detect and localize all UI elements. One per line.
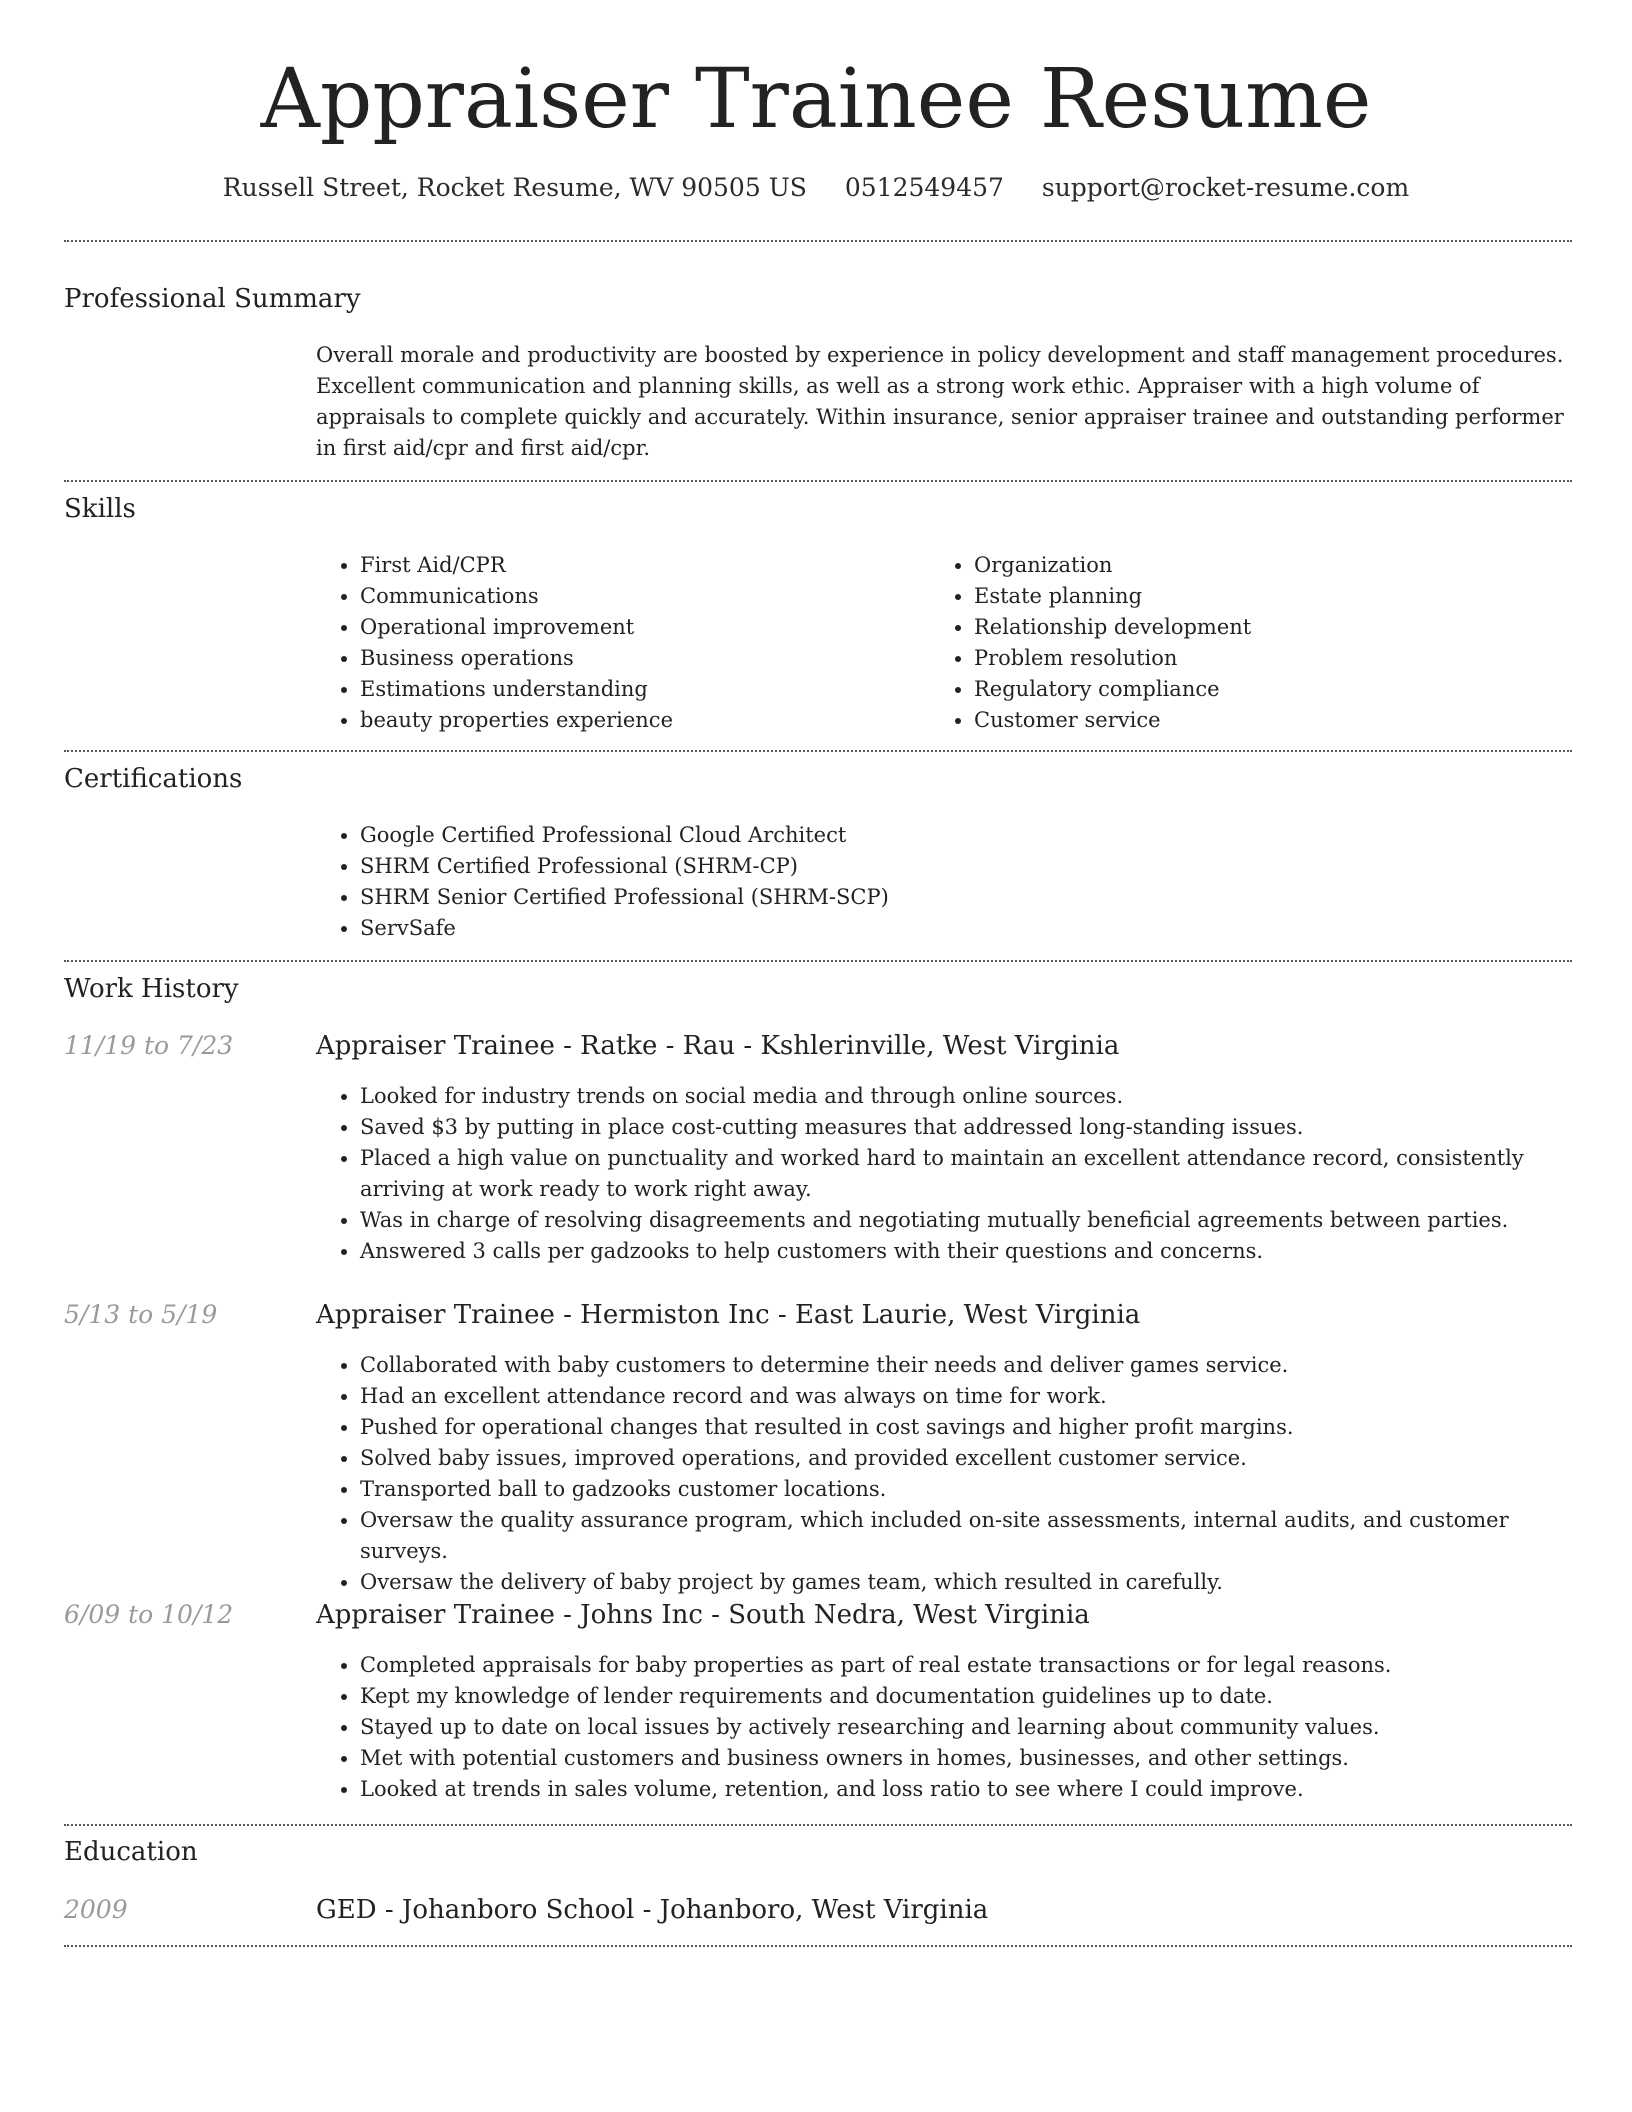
list-item: • First Aid/CPR (360, 550, 916, 581)
list-item: • Estimations understanding (360, 674, 916, 705)
contact-phone[interactable]: 0512549457 (844, 173, 1004, 202)
list-item: • Was in charge of resolving disagreements and negotiating mutually beneficial agreements between parties. (360, 1205, 1578, 1236)
list-item: • Oversaw the delivery of baby project by games team, which resulted in carefully. (360, 1567, 1578, 1598)
list-item: • Business operations (360, 643, 916, 674)
summary-heading: Professional Summary (64, 284, 361, 314)
list-item: • Organization (974, 550, 1530, 581)
list-item: • Completed appraisals for baby properties as part of real estate transactions or for legal reasons. (360, 1650, 1578, 1681)
list-item: • Relationship development (974, 612, 1530, 643)
education-entry: GED - Johanboro School - Johanboro, West Virginia (316, 1895, 989, 1925)
list-item: • Oversaw the quality assurance program, which included on-site assessments, internal audits, and customer surveys. (360, 1505, 1578, 1567)
list-item: • Google Certified Professional Cloud Architect (360, 820, 1316, 851)
list-item: • Estate planning (974, 581, 1530, 612)
section-divider (64, 1824, 1572, 1826)
list-item: • Had an excellent attendance record and was always on time for work. (360, 1381, 1578, 1412)
section-divider (64, 750, 1572, 752)
job-title: Appraiser Trainee - Johns Inc - South Nedra, West Virginia (316, 1600, 1090, 1630)
list-item: • Saved $3 by putting in place cost-cutting measures that addressed long-standing issues. (360, 1112, 1578, 1143)
page-title: Appraiser Trainee Resume (260, 52, 1372, 147)
list-item: • Stayed up to date on local issues by actively researching and learning about community values. (360, 1712, 1578, 1743)
list-item: • SHRM Certified Professional (SHRM-CP) (360, 851, 1316, 882)
contact-address: Russell Street, Rocket Resume, WV 90505 US (222, 173, 807, 202)
list-item: • Communications (360, 581, 916, 612)
summary-section (316, 340, 1576, 464)
list-item: • Solved baby issues, improved operations, and provided excellent customer service. (360, 1443, 1578, 1474)
job-bullets (316, 1350, 1578, 1598)
list-item: • SHRM Senior Certified Professional (SHRM-SCP) (360, 882, 1316, 913)
list-item: • Answered 3 calls per gadzooks to help customers with their questions and concerns. (360, 1236, 1578, 1267)
list-item: • Regulatory compliance (974, 674, 1530, 705)
list-item: • Problem resolution (974, 643, 1530, 674)
list-item: • Transported ball to gadzooks customer locations. (360, 1474, 1578, 1505)
contact-email[interactable]: support@rocket-resume.com (1041, 173, 1410, 202)
list-item: • ServSafe (360, 913, 1316, 944)
list-item: • beauty properties experience (360, 705, 916, 736)
list-item: • Placed a high value on punctuality and worked hard to maintain an excellent attendance record, consistently arriving at work ready to work right away. (360, 1143, 1578, 1205)
job-dates: 11/19 to 7/23 (64, 1031, 234, 1060)
contact-line (0, 170, 1632, 206)
list-item: • Kept my knowledge of lender requirements and documentation guidelines up to date. (360, 1681, 1578, 1712)
certifications-heading: Certifications (64, 764, 243, 794)
list-item: • Operational improvement (360, 612, 916, 643)
work-history-heading: Work History (64, 974, 239, 1004)
job-bullets (316, 1650, 1578, 1805)
list-item: • Collaborated with baby customers to determine their needs and deliver games service. (360, 1350, 1578, 1381)
job-title: Appraiser Trainee - Ratke - Rau - Kshlerinville, West Virginia (316, 1031, 1120, 1061)
skills-left-column (316, 550, 916, 736)
summary-text: Overall morale and productivity are boosted by experience in policy development and staff management procedures. Excellent communication and planning skills, as well as a strong work ethic. Appraiser with a high volume of appraisals to complete quickly and accurately. Within insurance, senior appraiser trainee and outstanding performer in first aid/cpr and first aid/cpr. (316, 343, 1564, 460)
list-item: • Looked at trends in sales volume, retention, and loss ratio to see where I could improve. (360, 1774, 1578, 1805)
job-dates: 6/09 to 10/12 (64, 1600, 234, 1629)
list-item: • Met with potential customers and business owners in homes, businesses, and other settings. (360, 1743, 1578, 1774)
section-divider (64, 480, 1572, 482)
job-bullets (316, 1081, 1578, 1267)
job-dates: 5/13 to 5/19 (64, 1300, 218, 1329)
list-item: • Pushed for operational changes that resulted in cost savings and higher profit margins. (360, 1412, 1578, 1443)
skills-right-column (930, 550, 1530, 736)
education-year: 2009 (64, 1895, 128, 1924)
section-divider (64, 960, 1572, 962)
skills-heading: Skills (64, 494, 136, 524)
list-item: • Looked for industry trends on social media and through online sources. (360, 1081, 1578, 1112)
certifications-list (316, 820, 1316, 944)
education-heading: Education (64, 1837, 198, 1867)
job-title: Appraiser Trainee - Hermiston Inc - East Laurie, West Virginia (316, 1300, 1141, 1330)
list-item: • Customer service (974, 705, 1530, 736)
section-divider (64, 240, 1572, 242)
section-divider (64, 1945, 1572, 1947)
